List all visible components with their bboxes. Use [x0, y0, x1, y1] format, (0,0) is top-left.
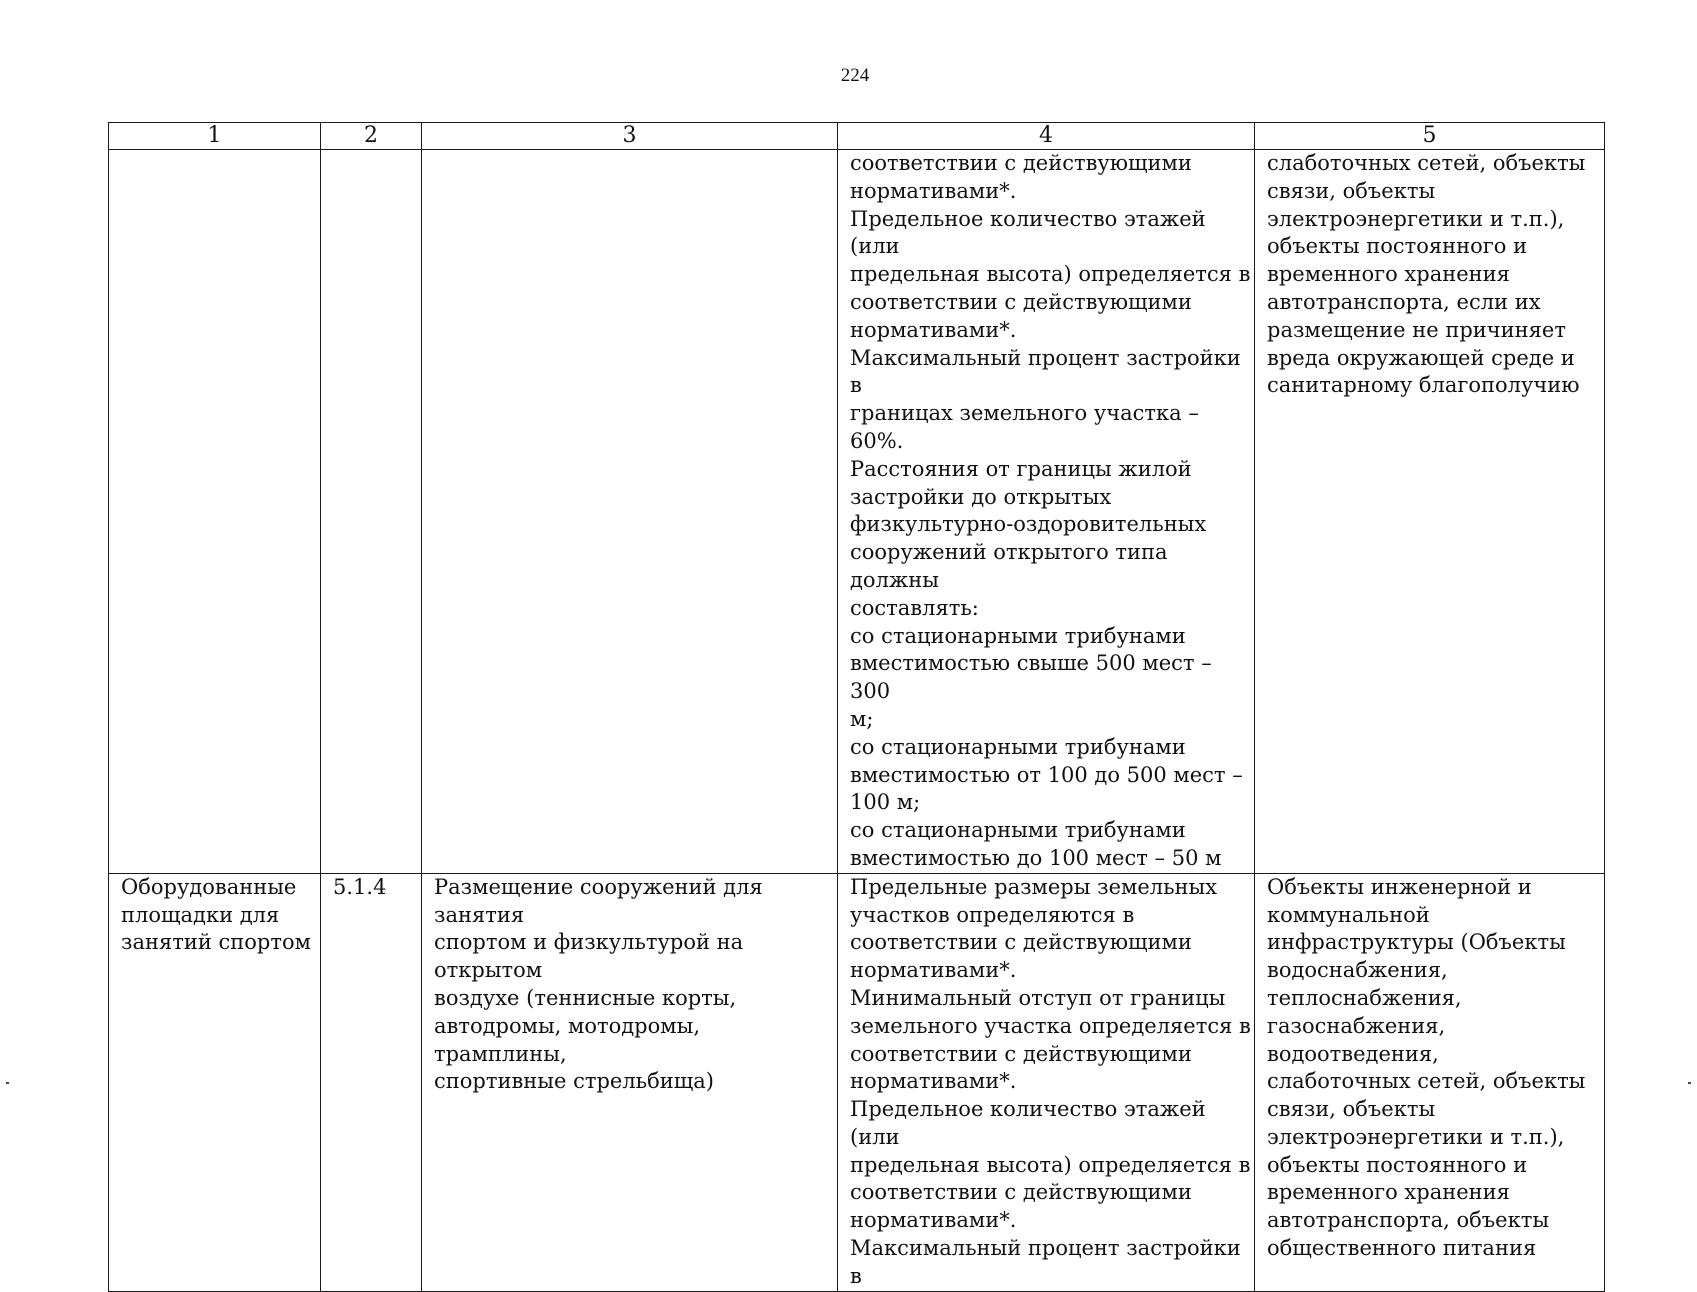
permitted-use-name-cell: [109, 150, 321, 874]
cell-text: Объекты инженерной и коммунальной инфраструктуры (Объекты водоснабжения, теплоснабжения, газоснабжения, водоотведения, слаботочных сетей, объекты связи, объекты электроэнергетики и т.п.), объекты постоянного и временного хранения автотранспорта, объекты общественного питания: [1267, 874, 1586, 1261]
column-header-1: 1: [109, 123, 321, 150]
cell-text: Предельные размеры земельных участков определяются в соответствии с действующими нормативами*. Минимальный отступ от границы земельного участка определяется в соответствии с действующими нормативами*. Предельное количество этажей (или предельная высота) определяется в соответствии с действующими нормативами*. Максимальный процент застройки в: [850, 874, 1251, 1288]
header-row: [109, 123, 1605, 150]
table-row: [109, 150, 1605, 874]
auxiliary-uses-cell: [1255, 150, 1605, 874]
page-number: 224: [840, 65, 870, 86]
auxiliary-uses-cell: [1255, 873, 1605, 1291]
column-header-2: 2: [321, 123, 422, 150]
parameters-cell: [838, 873, 1255, 1291]
use-code-cell: [321, 150, 422, 874]
column-header-4: 4: [838, 123, 1255, 150]
cell-text: слаботочных сетей, объекты связи, объекты электроэнергетики и т.п.), объекты постоянного и временного хранения автотранспорта, если их размещение не причиняет вреда окружающей среде и санитарному благополучию: [1267, 151, 1586, 398]
column-header-5: 5: [1255, 123, 1605, 150]
use-description-cell: [422, 873, 838, 1291]
use-code-cell: [321, 873, 422, 1291]
table-body: [109, 150, 1605, 1292]
column-header-3: 3: [422, 123, 838, 150]
cell-text: 5.1.4: [333, 874, 387, 899]
cell-text: Оборудованные площадки для занятий спортом: [121, 874, 311, 955]
permitted-use-name-cell: [109, 873, 321, 1291]
table-header: [109, 123, 1605, 150]
cell-text: соответствии с действующими нормативами*. Предельное количество этажей (или предельная высота) определяется в соответствии с действующими нормативами*. Максимальный процент застройки в границах земельного участка – 60%. Расстояния от границы жилой застройки до открытых физкультурно-оздоровительных сооружений открытого типа должны составлять: со стационарными трибунами вместимостью свыше 500 мест – 300 м; со стационарными трибунами вместимостью от 100 до 500 мест – 100 м; со стационарными трибунами вместимостью до 100 мест – 50 м: [850, 151, 1251, 870]
use-description-cell: [422, 150, 838, 874]
scan-speck: [6, 1082, 9, 1084]
cell-text: Размещение сооружений для занятия спортом и физкультурой на открытом воздухе (теннисные корты, автодромы, мотодромы, трамплины, спортивные стрельбища): [434, 874, 763, 1094]
regulations-table: [108, 122, 1605, 1292]
parameters-cell: [838, 150, 1255, 874]
scan-speck: [1688, 1082, 1691, 1084]
table-row: [109, 873, 1605, 1291]
